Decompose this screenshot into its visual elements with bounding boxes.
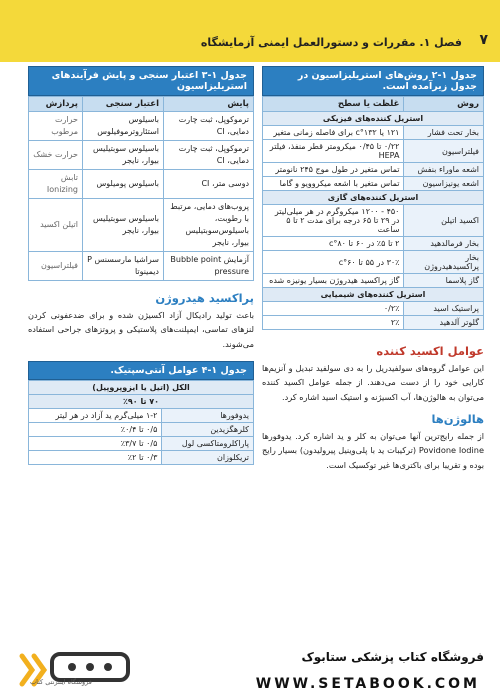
t1-body [263, 112, 484, 330]
table1-caption: جدول ۱-۲ روش‌های استریلیزاسیون در جدول زیرآمده است. [262, 66, 484, 96]
h2o2-text: باعث تولید رادیکال آزاد اکسیژن شده و برای ضدعفونی کردن لنزهای تماسی، ایمپلنت‌های پلاستیکی و پروتزهای جراحی استفاده می‌شوند. [28, 310, 254, 349]
oxidizers-title: عوامل اکسید کننده [376, 344, 484, 358]
t3-cell-monitoring: دوسی متر، CI [164, 170, 254, 199]
table-row [263, 237, 484, 251]
t1-cell-level: گاز پراکسید هیدروژن بسیار یونیزه شده [263, 274, 404, 288]
t4-cell-agent: پاراکلرومتاکسی لول [162, 437, 254, 451]
t3-cell-validation: باسیلوس پومیلوس [83, 170, 164, 199]
page-number: ۷ [479, 32, 488, 48]
t1-cell-level: ۲ تا ۵٪ در ۶۰ تا ۸۰°c [263, 237, 404, 251]
t1-cell-method: بخار تحت فشار [404, 126, 484, 140]
table-row [263, 316, 484, 330]
t3-header-monitoring: پایش [164, 97, 254, 112]
table-row [29, 112, 254, 141]
t3-cell-process: حرارت مرطوب [29, 112, 83, 141]
table-row [29, 141, 254, 170]
t3-cell-monitoring: آزمایش Bubble point pressure [164, 252, 254, 281]
table-row [29, 381, 254, 395]
t4-cell-agent: یدوفورها [162, 409, 254, 423]
t4-cell-concentration: ۰/۵ تا ۰/۴٪ [29, 423, 162, 437]
t1-cell-method: اشعه یونیزاسیون [404, 177, 484, 191]
table-row [263, 177, 484, 191]
table-row [29, 252, 254, 281]
t3-cell-validation: باسیلوس استئاروترموفیلوس [83, 112, 164, 141]
t3-cell-process: تابش Ionizing [29, 170, 83, 199]
chapter-title: فصل ۱. مقررات و دستورالعمل ایمنی آزمایشگاه [200, 36, 462, 49]
t3-cell-process: حرارت خشک [29, 141, 83, 170]
table-row [263, 126, 484, 140]
t3-cell-validation: باسیلوس سوبتیلیس بیوار، نایجر [83, 141, 164, 170]
t1-cell-level: تماس متغیر با اشعه میکروویو و گاما [263, 177, 404, 191]
halogens-title: هالوژن‌ها [431, 412, 484, 427]
t1-cell-method: اکسید اتیلن [404, 205, 484, 237]
t1-cell-level: ۲٪ [263, 316, 404, 330]
table-row [263, 205, 484, 237]
table-row [263, 140, 484, 163]
t4-group-cell: ۷۰ تا ۹۰٪ [29, 395, 254, 409]
antiseptics-block [28, 361, 254, 465]
h2o2-title: پراکسید هیدروژن [155, 291, 254, 305]
table3-caption: جدول ۱-۳ اعتبار سنجی و پایش فرآیندهای استریلیزاسیون [28, 66, 254, 96]
table-row [29, 395, 254, 409]
t1-cell-method: بخار پراکسیدهیدروژن [404, 251, 484, 274]
t1-group-title: استریل کننده‌های فیزیکی [263, 112, 484, 126]
table-row [263, 163, 484, 177]
t1-cell-level: ۰/۲۲ تا ۰/۴۵ میکرومتر قطر منفذ، فیلتر HEPA [263, 140, 404, 163]
t3-cell-monitoring: ترموکوپل، ثبت چارت دمایی، CI [164, 112, 254, 141]
t1-header-method: روش [404, 97, 484, 112]
table-row [29, 409, 254, 423]
setabook-logo-icon [14, 646, 134, 694]
t4-cell-agent: کلرهگزیدین [162, 423, 254, 437]
table-row [263, 302, 484, 316]
t1-cell-level: ۱۲۱ یا ۱۳۲°c برای فاصله زمانی متغیر [263, 126, 404, 140]
validation-monitoring-table [28, 96, 254, 281]
t3-cell-process: فیلتراسیون [29, 252, 83, 281]
antiseptics-table [28, 380, 254, 465]
table-row [29, 437, 254, 451]
t1-cell-method: گلوتر آلدهید [404, 316, 484, 330]
t4-cell-concentration: ۰/۵ تا ۳/۷٪ [29, 437, 162, 451]
t1-header-level: غلظت یا سطح [263, 97, 404, 112]
t1-cell-method: اشعه ماوراء بنفش [404, 163, 484, 177]
table-row [263, 274, 484, 288]
t4-body [29, 381, 254, 465]
t4-group-cell: الکل (اتیل یا ایزوپروپیل) [29, 381, 254, 395]
table-row [263, 251, 484, 274]
t1-cell-level: ۰/۲٪ [263, 302, 404, 316]
page-header [0, 0, 500, 62]
t1-cell-level: ۳۰٪ در ۵۵ تا ۶۰°c [263, 251, 404, 274]
t3-cell-monitoring: پروب‌های دمایی، مرتبط با رطوبت، باسیلوس‌سوبتیلیس بیوار، نایجر [164, 199, 254, 252]
left-column [28, 66, 254, 465]
t1-group-title: استریل کننده‌های شیمیایی [263, 288, 484, 302]
oxidizers-text: این عوامل گروه‌های سولفیدریل را به دی سولفید تبدیل و آنزیم‌ها کارایی خود را از دست می‌دهند. از جمله عوامل اکسید کننده می‌توان به هالوژن‌ها، آب اکسیژنه و استیک اسید اشاره کرد. [262, 363, 484, 402]
site-name: فروشگاه کتاب پزشکی ستابوک [301, 650, 484, 664]
halogens-text: از جمله رایج‌ترین آنها می‌توان به کلر و ید اشاره کرد. یدوفورها Povidone Iodine (ترکیبات ید با پلی‌وینیل پیرولیدون) بسیار رایج بوده و تقریبا برای باکتری‌ها غیر توکسیک است. [262, 431, 484, 470]
t1-cell-level: ۴۵۰ - ۱۲۰۰ میکروگرم در هر میلی‌لیتر در ۲۹ تا ۶۵ درجه برای مدت ۲ تا ۵ ساعت [263, 205, 404, 237]
site-url[interactable]: WWW.SETABOOK.COM [255, 676, 480, 692]
table-row [29, 170, 254, 199]
right-column [262, 66, 484, 476]
t3-header-process: پردازش [29, 97, 83, 112]
t1-cell-level: تماس متغیر در طول موج ۲۴۵ نانومتر [263, 163, 404, 177]
t3-cell-validation: باسیلوس سوبتیلیس بیوار، نایجر [83, 199, 164, 252]
logo-caption: فروشگاه اینترنتی کتاب [30, 678, 92, 686]
t3-cell-monitoring: ترموکوپل، ثبت چارت دمایی، CI [164, 141, 254, 170]
table-row [29, 451, 254, 465]
t3-header-validation: اعتبار سنجی [83, 97, 164, 112]
table-row [29, 423, 254, 437]
t1-cell-method: بخار فرمالدهید [404, 237, 484, 251]
t3-cell-validation: سراشیا مارسسنس P دیمینوتا [83, 252, 164, 281]
t3-cell-process: اتیلن اکسید [29, 199, 83, 252]
t1-cell-method: فیلتراسیون [404, 140, 484, 163]
t1-cell-method: پراستیک اسید [404, 302, 484, 316]
sterilization-methods-table [262, 96, 484, 330]
table-row [29, 199, 254, 252]
t1-group-title: استریل کننده‌های گازی [263, 191, 484, 205]
t4-cell-concentration: ۱-۲ میلی‌گرم ید آزاد در هر لیتر [29, 409, 162, 423]
table4-caption: جدول ۱-۴ عوامل آنتی‌سپتیک. [28, 361, 254, 380]
t4-cell-concentration: ۰/۳ تا ۲٪ [29, 451, 162, 465]
t3-body [29, 112, 254, 281]
oxidizers-section [262, 344, 484, 472]
t1-cell-method: گاز پلاسما [404, 274, 484, 288]
t4-cell-agent: تریکلوزان [162, 451, 254, 465]
h2o2-section [28, 291, 254, 351]
page-footer [0, 636, 500, 700]
